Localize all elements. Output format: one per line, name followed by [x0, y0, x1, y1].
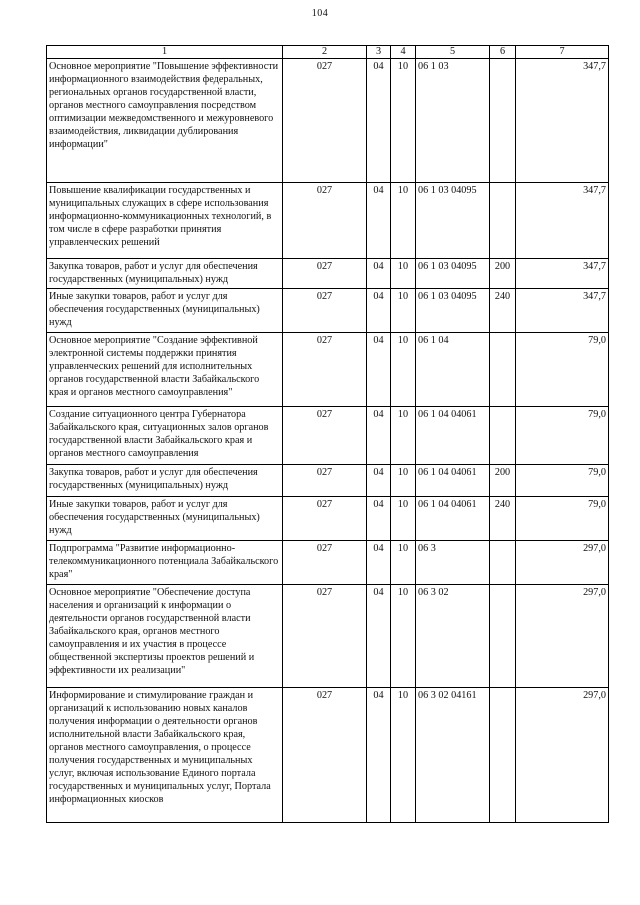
- row-gr: 027: [283, 688, 367, 823]
- table-row: [47, 183, 609, 259]
- row-csr: 06 3 02 04161: [416, 688, 490, 823]
- row-sum: 347,7: [516, 59, 609, 183]
- row-name: Создание ситуационного центра Губернатора Забайкальского края, ситуационных залов органов государственной власти Забайкальского края и органов местного самоуправления: [47, 407, 283, 465]
- row-gr: 027: [283, 59, 367, 183]
- header-col-3: 3: [367, 46, 391, 59]
- row-name: Основное мероприятие "Обеспечение доступа населения и организаций к информации о деятельности органов государственной власти Забайкальского края, органов местного самоуправления и их участия в процессе общественной экспертизы проектов решений и эффективности их реализации": [47, 585, 283, 688]
- row-name: Иные закупки товаров, работ и услуг для обеспечения государственных (муниципальных) нужд: [47, 289, 283, 333]
- row-rz: 04: [367, 585, 391, 688]
- row-pr: 10: [391, 407, 416, 465]
- row-csr: 06 1 03 04095: [416, 183, 490, 259]
- row-sum: 79,0: [516, 497, 609, 541]
- row-vr: 200: [490, 465, 516, 497]
- row-rz: 04: [367, 407, 391, 465]
- row-csr: 06 1 04 04061: [416, 407, 490, 465]
- row-rz: 04: [367, 465, 391, 497]
- row-gr: 027: [283, 183, 367, 259]
- row-csr: 06 3: [416, 541, 490, 585]
- row-sum: 297,0: [516, 688, 609, 823]
- row-sum: 297,0: [516, 585, 609, 688]
- row-pr: 10: [391, 183, 416, 259]
- row-pr: 10: [391, 585, 416, 688]
- row-pr: 10: [391, 497, 416, 541]
- budget-table: [46, 45, 609, 823]
- table-row: [47, 289, 609, 333]
- row-sum: 347,7: [516, 183, 609, 259]
- row-vr: 200: [490, 259, 516, 289]
- header-col-4: 4: [391, 46, 416, 59]
- row-csr: 06 1 03: [416, 59, 490, 183]
- row-csr: 06 1 04: [416, 333, 490, 407]
- row-vr: [490, 333, 516, 407]
- row-pr: 10: [391, 465, 416, 497]
- row-rz: 04: [367, 497, 391, 541]
- header-col-7: 7: [516, 46, 609, 59]
- row-csr: 06 3 02: [416, 585, 490, 688]
- row-pr: 10: [391, 259, 416, 289]
- row-pr: 10: [391, 59, 416, 183]
- row-name: Информирование и стимулирование граждан и организаций к использованию новых каналов получения информации о деятельности органов исполнительной власти Забайкальского края, органов местного самоуправления, о процессе получения государственных и муниципальных услуг, включая использование Единого портала государственных и муниципальных услуг, Портала информационных киосков: [47, 688, 283, 823]
- table-row: [47, 59, 609, 183]
- row-sum: 79,0: [516, 407, 609, 465]
- header-col-2: 2: [283, 46, 367, 59]
- row-gr: 027: [283, 407, 367, 465]
- row-gr: 027: [283, 289, 367, 333]
- row-name: Подпрограмма "Развитие информационно-телекоммуникационного потенциала Забайкальского края": [47, 541, 283, 585]
- row-vr: [490, 59, 516, 183]
- header-col-1: 1: [47, 46, 283, 59]
- row-rz: 04: [367, 289, 391, 333]
- row-gr: 027: [283, 333, 367, 407]
- row-gr: 027: [283, 465, 367, 497]
- row-vr: [490, 585, 516, 688]
- table-row: [47, 497, 609, 541]
- table-row: [47, 259, 609, 289]
- row-rz: 04: [367, 59, 391, 183]
- row-csr: 06 1 03 04095: [416, 289, 490, 333]
- header-col-5: 5: [416, 46, 490, 59]
- row-vr: [490, 541, 516, 585]
- row-gr: 027: [283, 497, 367, 541]
- row-csr: 06 1 04 04061: [416, 465, 490, 497]
- row-gr: 027: [283, 259, 367, 289]
- row-vr: 240: [490, 289, 516, 333]
- row-gr: 027: [283, 541, 367, 585]
- table-row: [47, 688, 609, 823]
- row-vr: [490, 407, 516, 465]
- row-name: Основное мероприятие "Повышение эффективности информационного взаимодействия федеральных, региональных органов государственной власти, органов местного самоуправления посредством оптимизации межведомственного и межуровневого взаимодействия, ликвидации дублирования информации": [47, 59, 283, 183]
- row-csr: 06 1 03 04095: [416, 259, 490, 289]
- row-sum: 347,7: [516, 259, 609, 289]
- row-pr: 10: [391, 541, 416, 585]
- row-sum: 347,7: [516, 289, 609, 333]
- header-row: [47, 46, 609, 59]
- row-rz: 04: [367, 541, 391, 585]
- table-row: [47, 407, 609, 465]
- row-sum: 79,0: [516, 465, 609, 497]
- row-rz: 04: [367, 688, 391, 823]
- row-csr: 06 1 04 04061: [416, 497, 490, 541]
- row-gr: 027: [283, 585, 367, 688]
- row-name: Основное мероприятие "Создание эффективной электронной системы поддержки принятия управленческих решений для исполнительных органов государственной власти Забайкальского края и органов местного самоуправления": [47, 333, 283, 407]
- row-vr: [490, 183, 516, 259]
- page-number: 104: [311, 8, 329, 19]
- row-sum: 297,0: [516, 541, 609, 585]
- table-row: [47, 585, 609, 688]
- row-pr: 10: [391, 289, 416, 333]
- table-row: [47, 541, 609, 585]
- row-rz: 04: [367, 333, 391, 407]
- table-row: [47, 333, 609, 407]
- row-sum: 79,0: [516, 333, 609, 407]
- row-name: Закупка товаров, работ и услуг для обеспечения государственных (муниципальных) нужд: [47, 259, 283, 289]
- row-vr: 240: [490, 497, 516, 541]
- row-rz: 04: [367, 259, 391, 289]
- row-rz: 04: [367, 183, 391, 259]
- row-pr: 10: [391, 688, 416, 823]
- row-name: Повышение квалификации государственных и муниципальных служащих в сфере использования информационно-коммуникационных технологий, в том числе в сфере разработки принятия управленческих решений: [47, 183, 283, 259]
- header-col-6: 6: [490, 46, 516, 59]
- row-name: Закупка товаров, работ и услуг для обеспечения государственных (муниципальных) нужд: [47, 465, 283, 497]
- row-vr: [490, 688, 516, 823]
- row-name: Иные закупки товаров, работ и услуг для обеспечения государственных (муниципальных) нужд: [47, 497, 283, 541]
- row-pr: 10: [391, 333, 416, 407]
- table-row: [47, 465, 609, 497]
